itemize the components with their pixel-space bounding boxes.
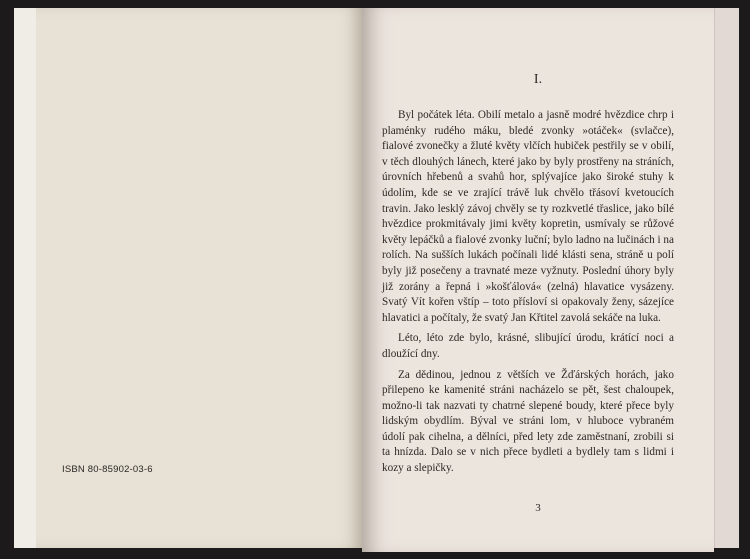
chapter-heading: I. <box>533 72 543 87</box>
left-page-edge <box>14 8 36 548</box>
body-text <box>382 108 674 482</box>
left-page <box>36 8 362 548</box>
right-page <box>362 8 714 552</box>
paragraph: Byl počátek léta. Obilí metalo a jasně modré hvězdice chrp i plaménky rudého máku, bledé zvonky »otáček« (svlačce), fialové zvonečky a žluté květy vlčích hubiček pestřily se v obilí, v těch dlouhých lánech, které jako by byly prostřeny na stráních, úrovních hřebenů a svahů hor, splývajíce jako široké stuhy k údolím, kde se ve zrající trávě luk chvělo třásoví kvetoucích travin. Jako lesklý závoj chvěly se ty rozkvetlé třaslice, jako bílé hvězdice prokmitávaly jimi květy kopretin, usmívaly se růžové květy lepáčků a fialové zvonky luční; bylo ladno na lučinách i na rolích. Na sušších lukách počínali lidé klásti sena, stráně u polí byly již posečeny a travnaté meze vyžnuty. Poslední úhory byly již zorány a řepná i »košťálová« (zelná) hlavatice vysázeny. Svatý Vít kořen vštíp – toto přísloví si opakovaly ženy, sázejíce hlavatici a počítaly, že svatý Jan Křtitel zavolá sekáče na luka. <box>382 109 674 324</box>
isbn-text: ISBN 80-85902-03-6 <box>62 464 153 475</box>
page-number: 3 <box>535 502 541 514</box>
paragraph: Za dědinou, jednou z větších ve Žďárských horách, jako přilepeno ke kamenité stráni nacházelo se pět, šest chaloupek, možno-li tak nazvati ty chatrné slepené boudy, které přece byly lidským obydlím. Býval ve stráni lom, v hluboce vybraném údolí pak cihelna, a dělníci, před lety zde zaměstnaní, zrobili si ta hnízda. Dalo se v nich přece bydleti a bydlely tam s lidmi i kozy a slepičky. <box>382 368 674 475</box>
paragraph: Léto, léto zde bylo, krásné, slibující úrodu, krátící noci a dloužící dny. <box>382 332 674 360</box>
right-page-edge <box>714 8 739 548</box>
